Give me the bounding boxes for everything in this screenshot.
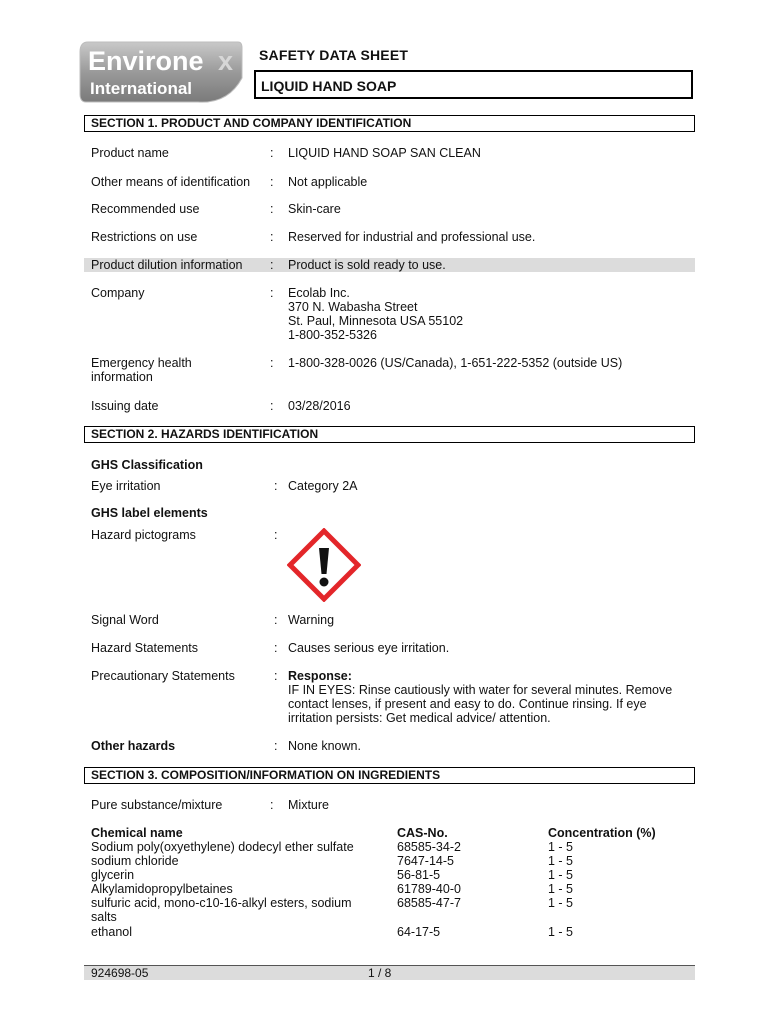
separator: : (274, 739, 278, 753)
page-number: 1 / 8 (368, 966, 392, 980)
ingredient-cas: 56-81-5 (397, 868, 441, 882)
eye-irritation-value: Category 2A (288, 479, 358, 493)
restrictions-value: Reserved for industrial and professional use. (288, 230, 536, 244)
section-2-header: SECTION 2. HAZARDS IDENTIFICATION (84, 426, 695, 443)
substance-value: Mixture (288, 798, 329, 812)
dilution-value: Product is sold ready to use. (288, 258, 446, 272)
other-means-value: Not applicable (288, 175, 368, 189)
document-code: 924698-05 (91, 966, 149, 980)
precaution-line: IF IN EYES: Rinse cautiously with water for several minutes. Remove (288, 683, 673, 697)
ingredient-concentration: 1 - 5 (548, 868, 574, 882)
ingredient-name: sodium chloride (91, 854, 179, 868)
precaution-line: irritation persists: Get medical advice/ attention. (288, 711, 551, 725)
ingredient-cas: 68585-47-7 (397, 896, 461, 910)
separator: : (270, 202, 274, 216)
recommended-use-label: Recommended use (91, 202, 200, 216)
col-header-cas: CAS-No. (397, 826, 448, 840)
col-header-concentration: Concentration (%) (548, 826, 656, 840)
emergency-label (91, 356, 192, 384)
ghs-classification-heading: GHS Classification (91, 458, 203, 472)
recommended-use-value: Skin-care (288, 202, 341, 216)
exclamation-mark-icon (287, 528, 361, 602)
separator: : (270, 356, 274, 370)
dilution-label: Product dilution information (91, 258, 243, 272)
ingredient-name-line1: sulfuric acid, mono-c10-16-alkyl esters, sodium (91, 896, 352, 910)
separator: : (270, 146, 274, 160)
logo-line1: Environe (88, 46, 204, 76)
other-hazards-label: Other hazards (91, 739, 176, 753)
ingredient-name: Sodium poly(oxyethylene) dodecyl ether sulfate (91, 840, 354, 854)
section-1-header: SECTION 1. PRODUCT AND COMPANY IDENTIFICATION (84, 115, 695, 132)
separator: : (270, 798, 274, 812)
col-header-chemical-name: Chemical name (91, 826, 183, 840)
logo-line2: International (90, 79, 193, 98)
substance-label: Pure substance/mixture (91, 798, 223, 812)
product-title-box (254, 70, 693, 99)
restrictions-label: Restrictions on use (91, 230, 198, 244)
precautionary-statements (288, 669, 672, 725)
signal-word-label: Signal Word (91, 613, 159, 627)
emergency-value: 1-800-328-0026 (US/Canada), 1-651-222-5352 (outside US) (288, 356, 623, 370)
separator: : (270, 230, 274, 244)
product-name-label: Product name (91, 146, 169, 160)
ingredient-name-line2: salts (91, 910, 117, 924)
ingredient-cas: 61789-40-0 (397, 882, 461, 896)
company-phone: 1-800-352-5326 (288, 328, 377, 342)
hazard-pictograms-label: Hazard pictograms (91, 528, 196, 542)
ingredient-cas: 7647-14-5 (397, 854, 454, 868)
emergency-label-line2: information (91, 370, 153, 384)
ingredient-cas: 68585-34-2 (397, 840, 461, 854)
ingredient-name (91, 896, 352, 924)
separator: : (274, 479, 278, 493)
eye-irritation-label: Eye irritation (91, 479, 161, 493)
ingredient-concentration: 1 - 5 (548, 925, 574, 939)
separator: : (274, 641, 278, 655)
ingredient-concentration: 1 - 5 (548, 882, 574, 896)
ingredient-concentration: 1 - 5 (548, 896, 574, 910)
ingredient-name: glycerin (91, 868, 135, 882)
precaution-line: contact lenses, if present and easy to do. Continue rinsing. If eye (288, 697, 647, 711)
precaution-heading: Response: (288, 669, 352, 683)
product-name-value: LIQUID HAND SOAP SAN CLEAN (288, 146, 481, 160)
section-3-header: SECTION 3. COMPOSITION/INFORMATION ON INGREDIENTS (84, 767, 695, 784)
separator: : (274, 613, 278, 627)
ghs-label-elements-heading: GHS label elements (91, 506, 208, 520)
product-title: LIQUID HAND SOAP (261, 78, 397, 94)
company-label: Company (91, 286, 145, 300)
ingredient-name: ethanol (91, 925, 133, 939)
separator: : (270, 258, 274, 272)
issuing-date-value: 03/28/2016 (288, 399, 351, 413)
logo-line1-tail: x (218, 46, 234, 76)
ingredient-name: Alkylamidopropylbetaines (91, 882, 233, 896)
company-logo (78, 38, 243, 104)
company-address (288, 286, 463, 342)
company-street: 370 N. Wabasha Street (288, 300, 418, 314)
separator: : (270, 286, 274, 300)
other-hazards-value: None known. (288, 739, 361, 753)
separator: : (270, 399, 274, 413)
company-city: St. Paul, Minnesota USA 55102 (288, 314, 464, 328)
document-title: SAFETY DATA SHEET (259, 47, 409, 63)
ingredient-cas: 64-17-5 (397, 925, 441, 939)
hazard-statements-label: Hazard Statements (91, 641, 198, 655)
separator: : (270, 175, 274, 189)
ingredient-concentration: 1 - 5 (548, 854, 574, 868)
other-means-label: Other means of identification (91, 175, 251, 189)
issuing-date-label: Issuing date (91, 399, 159, 413)
signal-word-value: Warning (288, 613, 335, 627)
separator: : (274, 528, 278, 542)
precautionary-label: Precautionary Statements (91, 669, 235, 683)
company-name: Ecolab Inc. (288, 286, 350, 300)
ingredient-concentration: 1 - 5 (548, 840, 574, 854)
emergency-label-line1: Emergency health (91, 356, 192, 370)
hazard-statements-value: Causes serious eye irritation. (288, 641, 450, 655)
separator: : (274, 669, 278, 683)
